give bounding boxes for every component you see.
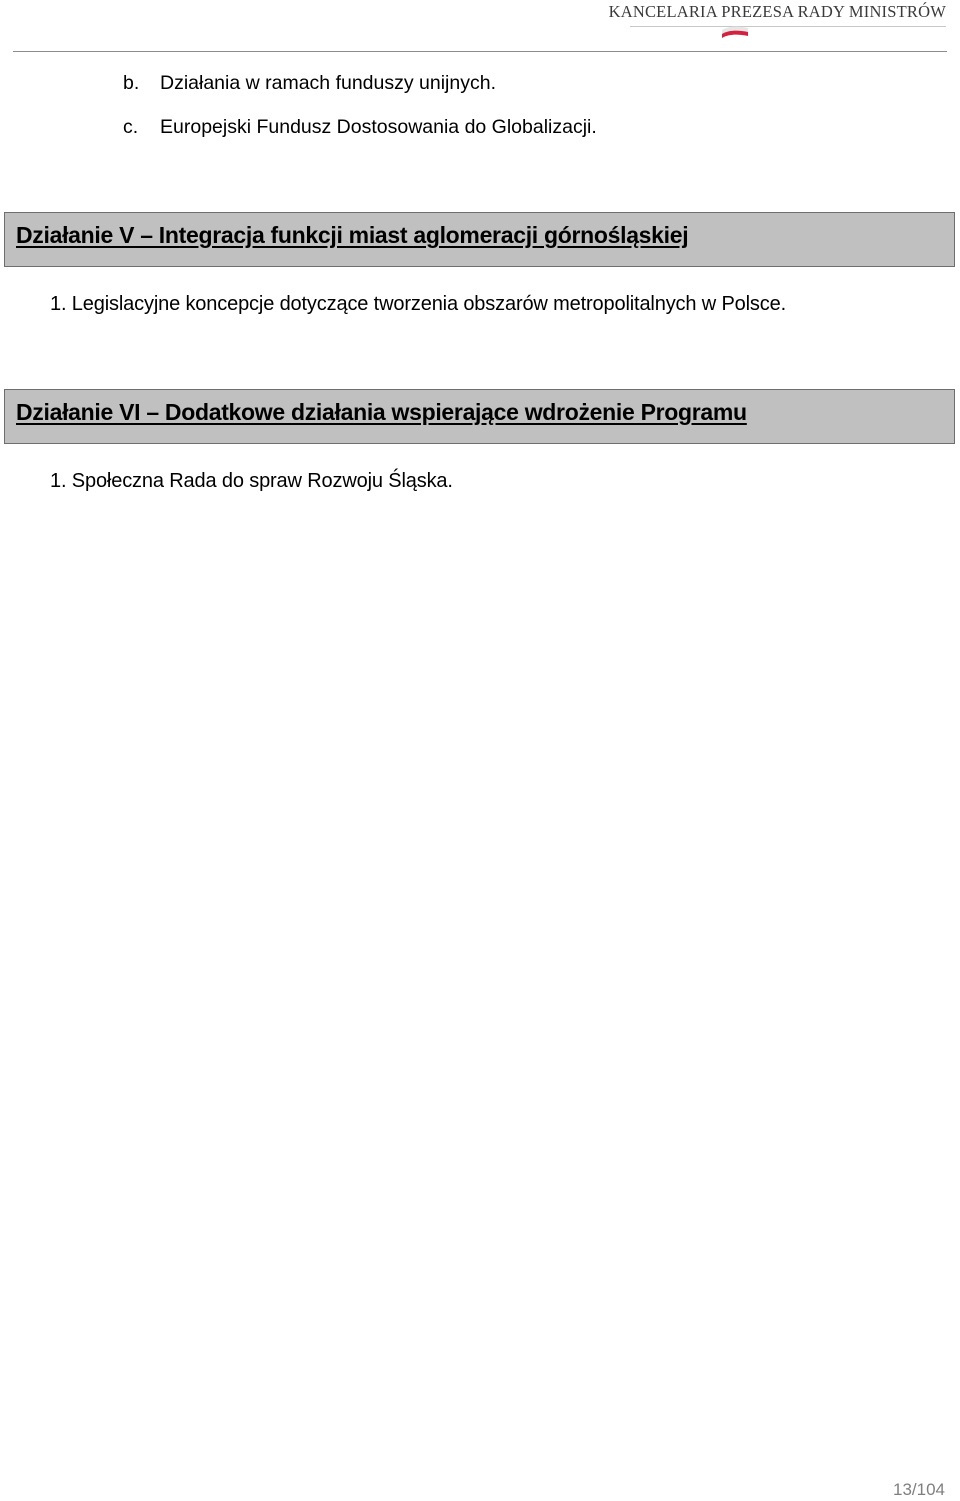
section-title: Działanie VI – Dodatkowe działania wspierające wdrożenie Programu — [16, 399, 747, 425]
numbered-item: 1. Społeczna Rada do spraw Rozwoju Śląska. — [50, 470, 453, 492]
section-heading-box — [4, 212, 955, 267]
list-marker: c. — [123, 116, 139, 138]
polish-flag-icon — [720, 23, 750, 39]
list-item-text: Działania w ramach funduszy unijnych. — [160, 72, 496, 94]
list-item-b — [123, 71, 496, 95]
list-item-c — [123, 115, 597, 139]
section-title: Działanie V – Integracja funkcji miast aglomeracji górnośląskiej — [16, 222, 689, 248]
logo-text: KANCELARIA PREZESA RADY MINISTRÓW — [608, 2, 946, 21]
logo-underline — [630, 26, 946, 27]
numbered-item: 1. Legislacyjne koncepcje dotyczące tworzenia obszarów metropolitalnych w Polsce. — [50, 293, 787, 315]
page-number: 13/104 — [893, 1480, 945, 1499]
header-divider — [13, 51, 947, 52]
list-item-text: Europejski Fundusz Dostosowania do Globalizacji. — [160, 116, 597, 138]
list-marker: b. — [123, 72, 140, 94]
section-heading-box — [4, 389, 955, 444]
header-logo — [608, 0, 946, 44]
